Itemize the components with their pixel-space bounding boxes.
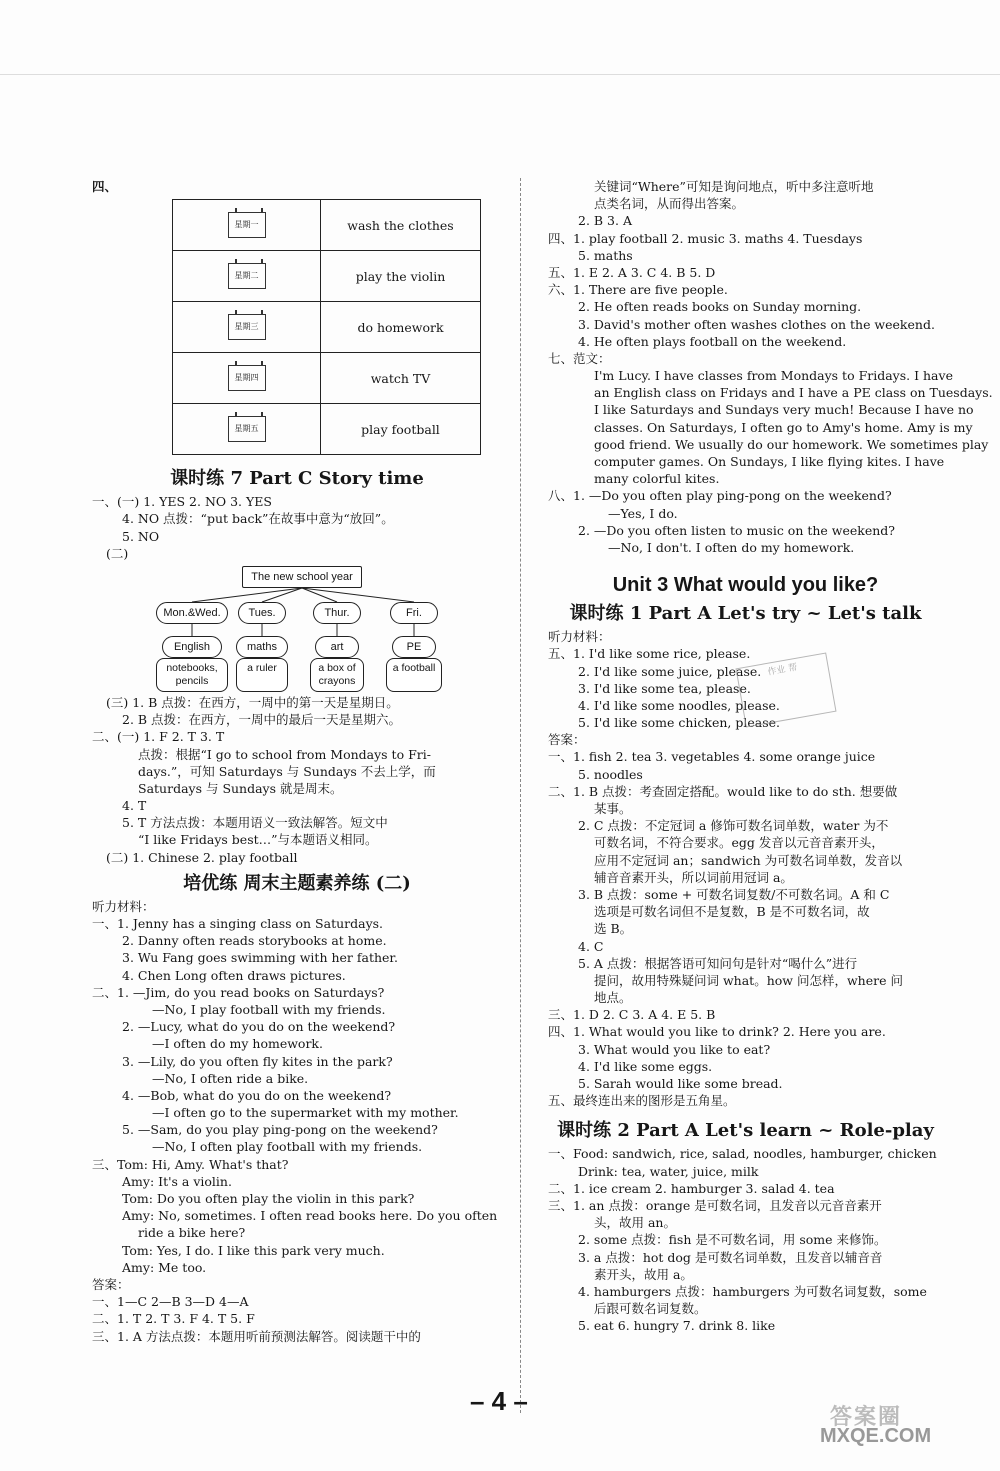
weekday-row bbox=[173, 302, 481, 353]
calendar-icon: 星期二 bbox=[228, 263, 266, 289]
text-line: 5. eat 6. hungry 7. drink 8. like bbox=[578, 1318, 776, 1334]
mind-map-root: The new school year bbox=[242, 566, 362, 588]
text-line: 答案： bbox=[548, 732, 586, 748]
text-line: 2. some 点拨：fish 是不可数名词，用 some 来修饰。 bbox=[578, 1232, 887, 1248]
stamp-text: 作业 帮 bbox=[766, 662, 799, 678]
text-line: —I often go to the supermarket with my mother. bbox=[152, 1105, 459, 1121]
text-line: 四、1. play football 2. music 3. maths 4. Tuesdays bbox=[548, 230, 863, 246]
lesson-7-answers-more bbox=[92, 694, 502, 866]
item-node: a football bbox=[386, 658, 442, 692]
text-line: 五、最终连出来的图形是五角星。 bbox=[548, 1093, 736, 1109]
peiyou-title: 培优练 周末主题素养练 (二) bbox=[183, 872, 411, 894]
text-line: Amy: No, sometimes. I often read books here. Do you often bbox=[122, 1208, 498, 1224]
text-line: 点拨：根据“I go to school from Mondays to Fri- bbox=[138, 746, 431, 762]
activity-cell: play the violin bbox=[321, 251, 481, 302]
text-line: 三、1. an 点拨：orange 是可数名词，且发音以元音音素开 bbox=[548, 1197, 882, 1213]
text-line: 3. I'd like some tea, please. bbox=[578, 680, 751, 696]
text-line: 三、1. A 方法点拨：本题用听前预测法解答。阅读题干中的 bbox=[92, 1328, 421, 1344]
text-line: 听力材料： bbox=[548, 629, 611, 645]
text-line: ride a bike here? bbox=[138, 1225, 246, 1241]
watermark: MXQE.COM bbox=[820, 1425, 932, 1447]
text-line: 2. Danny often reads storybooks at home. bbox=[122, 933, 387, 949]
text-line: 5. A 点拨：根据答语可知问句是针对“喝什么”进行 bbox=[578, 955, 858, 971]
text-line: 八、1. —Do you often play ping-pong on the weekend? bbox=[548, 488, 892, 504]
text-line: 头，故用 an。 bbox=[594, 1215, 676, 1231]
text-line: (二) bbox=[106, 545, 129, 561]
subject-node: maths bbox=[236, 636, 288, 658]
lesson-2-title: 课时练 2 Part A Let's learn ~ Role-play bbox=[557, 1120, 934, 1142]
text-line: 2. —Lucy, what do you do on the weekend? bbox=[122, 1019, 396, 1035]
lesson-7-answers bbox=[92, 493, 502, 562]
text-line: “I like Fridays best…”与本题语义相同。 bbox=[138, 832, 378, 848]
text-line: 三、Tom: Hi, Amy. What's that? bbox=[92, 1156, 289, 1172]
text-line: 5. Sarah would like some bread. bbox=[578, 1076, 783, 1091]
text-line: 5. T 方法点拨：本题用语义一致法解答。短文中 bbox=[122, 815, 388, 831]
text-line: 4. NO 点拨：“put back”在故事中意为“放回”。 bbox=[122, 511, 394, 527]
text-line: 提问，故用特殊疑问词 what。how 问怎样，where 问 bbox=[594, 972, 903, 988]
text-line: 二、1. ice cream 2. hamburger 3. salad 4. tea bbox=[548, 1180, 835, 1196]
text-line: 辅音音素开头，所以词前用冠词 a。 bbox=[594, 869, 793, 885]
mind-map bbox=[152, 566, 472, 692]
text-line: 二、1. B 点拨：考查固定搭配。would like to do sth. 想要做 bbox=[548, 783, 898, 799]
text-line: an English class on Fridays and I have a PE class on Tuesdays. bbox=[594, 385, 993, 401]
text-line: 六、1. There are five people. bbox=[548, 282, 728, 298]
text-line: 2. B 3. A bbox=[578, 213, 632, 229]
activity-cell: wash the clothes bbox=[321, 200, 481, 251]
item-node: a box of crayons bbox=[310, 658, 364, 692]
text-line: 二、1. T 2. T 3. F 4. T 5. F bbox=[92, 1311, 255, 1327]
text-line: Saturdays 与 Sundays 就是周末。 bbox=[138, 780, 343, 796]
text-line: 点类名词，从而得出答案。 bbox=[594, 196, 745, 212]
text-line: 三、1. D 2. C 3. A 4. E 5. B bbox=[548, 1007, 716, 1023]
text-line: 3. David's mother often washes clothes on the weekend. bbox=[578, 316, 935, 332]
text-line: 3. —Lily, do you often fly kites in the park? bbox=[122, 1053, 393, 1069]
text-line: 可数名词，不符合要求。egg 发音以元音音素开头， bbox=[594, 835, 884, 851]
right-top-answers bbox=[548, 178, 993, 556]
top-rule bbox=[0, 74, 1000, 75]
text-line: 五、1. I'd like some rice, please. bbox=[548, 646, 751, 662]
activity-cell: watch TV bbox=[321, 353, 481, 404]
text-line: 听力材料： bbox=[92, 898, 155, 914]
text-line: 2. —Do you often listen to music on the weekend? bbox=[578, 522, 896, 538]
lesson-7-title: 课时练 7 Part C Story time bbox=[170, 468, 424, 490]
text-line: 二、1. —Jim, do you read books on Saturdays? bbox=[92, 984, 385, 1000]
column-divider bbox=[520, 178, 521, 1413]
calendar-cell bbox=[173, 404, 321, 455]
weekday-row bbox=[173, 200, 481, 251]
text-line: 七、范文： bbox=[548, 350, 611, 366]
text-line: 3. What would you like to eat? bbox=[578, 1041, 771, 1057]
watermark-cn: 答案圈 bbox=[830, 1405, 903, 1430]
text-line: 素开头，故用 a。 bbox=[594, 1266, 693, 1282]
text-line: many colorful kites. bbox=[594, 471, 720, 487]
text-line: 一、1. Jenny has a singing class on Saturdays. bbox=[92, 916, 384, 931]
text-line: 4. I'd like some noodles, please. bbox=[578, 697, 780, 713]
weekday-table bbox=[172, 199, 481, 455]
text-line: 地点。 bbox=[594, 990, 632, 1006]
text-line: Amy: Me too. bbox=[122, 1259, 207, 1275]
calendar-icon: 星期三 bbox=[228, 314, 266, 340]
text-line: computer games. On Sundays, I like flying kites. I have bbox=[594, 454, 945, 469]
text-line: 4. T bbox=[122, 798, 147, 814]
day-node: Mon.&Wed. bbox=[156, 602, 228, 624]
calendar-icon: 星期一 bbox=[228, 212, 266, 238]
text-line: 应用不定冠词 an；sandwich 为可数名词单数，发音以 bbox=[594, 852, 903, 868]
text-line: 关键词“Where”可知是询问地点，听中多注意听地 bbox=[594, 179, 874, 194]
calendar-cell bbox=[173, 200, 321, 251]
text-line: Amy: It's a violin. bbox=[122, 1173, 232, 1189]
activity-cell: do homework bbox=[321, 302, 481, 353]
text-line: 5. NO bbox=[122, 528, 160, 544]
subject-node: English bbox=[162, 636, 222, 658]
text-line: —No, I often ride a bike. bbox=[152, 1070, 309, 1086]
text-line: 5. I'd like some chicken, please. bbox=[578, 715, 781, 731]
text-line: 某事。 bbox=[594, 801, 632, 816]
text-line: 后跟可数名词复数。 bbox=[594, 1301, 707, 1317]
text-line: 2. He often reads books on Sunday morning. bbox=[578, 299, 862, 315]
text-line: 3. B 点拨：some + 可数名词复数/不可数名词。A 和 C bbox=[578, 886, 890, 902]
day-node: Thur. bbox=[313, 602, 361, 624]
text-line: I'm Lucy. I have classes from Mondays to Fridays. I have bbox=[594, 368, 953, 384]
text-line: 4. C bbox=[578, 938, 604, 954]
right-column bbox=[548, 178, 993, 1334]
text-line: 一、(一) 1. YES 2. NO 3. YES bbox=[92, 494, 272, 510]
weekday-row bbox=[173, 404, 481, 455]
text-line: I like Saturdays and Sundays very much! Because I have no bbox=[594, 402, 974, 418]
text-line: —No, I often play football with my friends. bbox=[152, 1139, 423, 1155]
calendar-icon: 星期五 bbox=[228, 416, 266, 442]
calendar-icon: 星期四 bbox=[228, 365, 266, 391]
day-node: Tues. bbox=[238, 602, 286, 624]
text-line: (二) 1. Chinese 2. play football bbox=[106, 849, 298, 865]
item-node: notebooks, pencils bbox=[156, 658, 228, 692]
text-line: 一、1—C 2—B 3—D 4—A bbox=[92, 1294, 249, 1310]
lesson-1-title: 课时练 1 Part A Let's try ~ Let's talk bbox=[569, 603, 922, 625]
calendar-cell bbox=[173, 251, 321, 302]
text-line: days.”，可知 Saturdays 与 Sundays 不去上学，而 bbox=[138, 763, 436, 779]
text-line: 二、(一) 1. F 2. T 3. T bbox=[92, 729, 225, 745]
text-line: 4. hamburgers 点拨：hamburgers 为可数名词复数，some bbox=[578, 1283, 927, 1299]
text-line: —Yes, I do. bbox=[608, 505, 678, 521]
text-line: —No, I don't. I often do my homework. bbox=[608, 539, 855, 555]
text-line: Tom: Do you often play the violin in this park? bbox=[122, 1191, 415, 1206]
text-line: 4. He often plays football on the weekend. bbox=[578, 333, 847, 349]
text-line: 四、1. What would you like to drink? 2. Here you are. bbox=[548, 1024, 886, 1040]
text-line: 3. a 点拨：hot dog 是可数名词单数，且发音以辅音音 bbox=[578, 1249, 883, 1265]
page-number: – 4 – bbox=[470, 1386, 528, 1416]
day-node: Fri. bbox=[390, 602, 438, 624]
text-line: 答案： bbox=[92, 1276, 130, 1292]
text-line: 一、1. fish 2. tea 3. vegetables 4. some orange juice bbox=[548, 749, 876, 765]
item-node: a ruler bbox=[236, 658, 288, 692]
subject-node: art bbox=[315, 636, 359, 658]
activity-cell: play football bbox=[321, 404, 481, 455]
text-line: classes. On Saturdays, I often go to Amy's home. Amy is my bbox=[594, 419, 973, 435]
subject-node: PE bbox=[392, 636, 436, 658]
text-line: 4. —Bob, what do you do on the weekend? bbox=[122, 1087, 392, 1103]
text-line: 2. C 点拨：不定冠词 a 修饰可数名词单数，water 为不 bbox=[578, 818, 889, 834]
section-4-label: 四、 bbox=[92, 179, 118, 194]
text-line: good friend. We usually do our homework. We sometimes play bbox=[594, 436, 989, 452]
text-line: 4. I'd like some eggs. bbox=[578, 1058, 713, 1074]
text-line: 5. —Sam, do you play ping-pong on the weekend? bbox=[122, 1122, 438, 1138]
text-line: 选 B。 bbox=[594, 921, 633, 937]
text-line: 4. Chen Long often draws pictures. bbox=[122, 967, 346, 983]
text-line: (三) 1. B 点拨：在西方，一周中的第一天是星期日。 bbox=[106, 694, 399, 710]
peiyou-content bbox=[92, 898, 502, 1345]
text-line: Drink: tea, water, juice, milk bbox=[578, 1163, 759, 1179]
calendar-cell bbox=[173, 302, 321, 353]
text-line: 2. I'd like some juice, please. bbox=[578, 663, 762, 679]
text-line: 3. Wu Fang goes swimming with her father. bbox=[122, 950, 398, 966]
text-line: 选项是可数名词但不是复数，B 是不可数名词，故 bbox=[594, 904, 870, 920]
text-line: 2. B 点拨：在西方，一周中的最后一天是星期六。 bbox=[122, 712, 402, 728]
text-line: Tom: Yes, I do. I like this park very much. bbox=[122, 1242, 385, 1258]
text-line: 5. noodles bbox=[578, 766, 643, 782]
text-line: 5. maths bbox=[578, 247, 633, 263]
weekday-row bbox=[173, 251, 481, 302]
text-line: —No, I play football with my friends. bbox=[152, 1001, 386, 1017]
unit-3-title: Unit 3 What would you like? bbox=[612, 574, 879, 597]
weekday-row bbox=[173, 353, 481, 404]
text-line: 一、Food: sandwich, rice, salad, noodles, hamburger, chicken bbox=[548, 1146, 937, 1162]
lesson-2-content bbox=[548, 1145, 943, 1334]
left-column bbox=[92, 178, 502, 1345]
text-line: —I often do my homework. bbox=[152, 1036, 323, 1052]
calendar-cell bbox=[173, 353, 321, 404]
text-line: 五、1. E 2. A 3. C 4. B 5. D bbox=[548, 264, 716, 280]
